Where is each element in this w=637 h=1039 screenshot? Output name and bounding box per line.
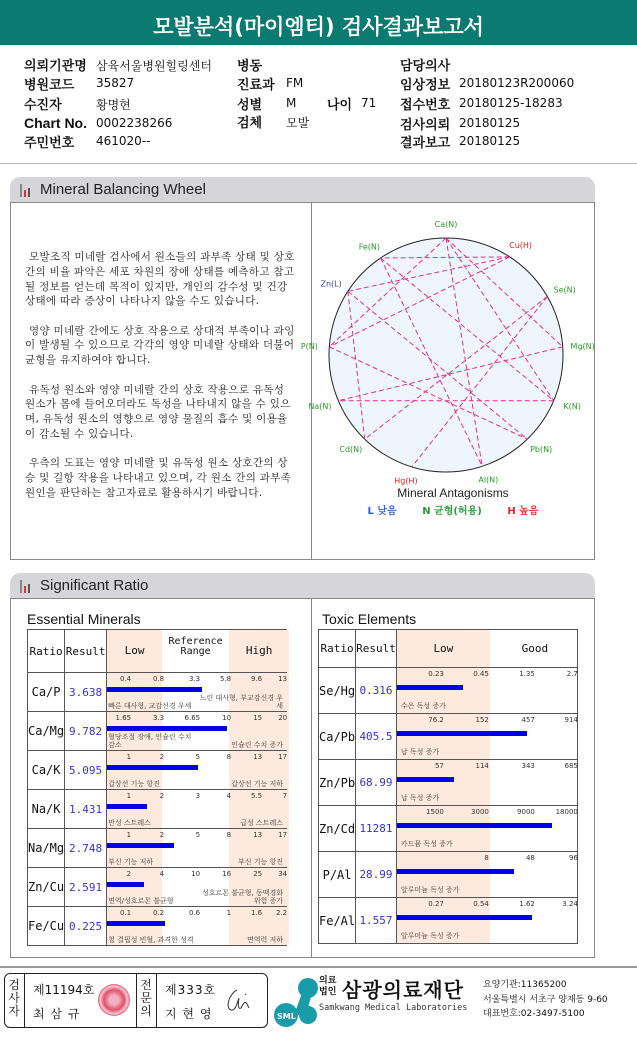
tick-label: 3.24 [562, 900, 578, 908]
range-area [107, 751, 286, 789]
dept-label: 진료과 [237, 78, 275, 93]
request-label: 검사의뢰 [400, 118, 451, 133]
table-header [319, 630, 578, 668]
ward-label: 병동 [237, 59, 263, 74]
range-area [397, 668, 577, 713]
tick-label: 10 [191, 870, 201, 878]
tick-label: 1.35 [519, 670, 535, 678]
ratio-range-chart [107, 712, 287, 751]
col-good: Good [521, 642, 549, 655]
wheel-title: Mineral Antagonisms [397, 486, 509, 500]
section-title: Significant Ratio [40, 577, 149, 594]
tick-label: 0.4 [119, 675, 132, 683]
tick-label: 1 [226, 909, 232, 917]
tick-label: 0.23 [428, 670, 444, 678]
result-bar [397, 823, 553, 828]
wheel-element-label: K(N) [563, 402, 581, 412]
tick-label: 2 [159, 831, 165, 839]
ratio-result: 2.591 [65, 868, 107, 907]
tick-label: 10 [222, 714, 232, 722]
specialist-name: 지 현 영 [165, 1007, 213, 1021]
paragraph: 유독성 원소와 영양 미네랄 간의 상호 작용으로 유독성 원소가 몸에 들어오더라도 독성을 나타내지 않을 수 있으며, 유독성 원소의 영향으로 영양 물질의 흡수 및 이용율이 감소될 수 있습니다. [25, 383, 291, 440]
col-result: Result [356, 630, 397, 668]
range-area [397, 852, 577, 897]
tick-label: 4 [159, 870, 165, 878]
receipt-label: 접수번호 [400, 98, 451, 113]
ratio-result: 0.316 [356, 668, 397, 714]
rrn-label: 주민번호 [24, 136, 75, 151]
tick-label: 13 [278, 675, 288, 683]
col-result: Result [65, 630, 107, 673]
low-note: 갑상선 기능 항진 [108, 780, 160, 788]
tick-label: 114 [475, 762, 489, 770]
institution-value: 삼육서울병원힐링센터 [96, 59, 212, 73]
tick-label: 96 [568, 854, 578, 862]
wheel-legend [312, 502, 594, 517]
ratio-range-chart [396, 668, 577, 714]
tick-label: 13 [253, 753, 263, 761]
specimen-value: 모발 [286, 116, 310, 130]
tick-label: 9000 [517, 808, 535, 816]
result-bar [397, 777, 454, 782]
report-date-label: 결과보고 [400, 136, 451, 151]
wheel-element-label: Zn(L) [320, 279, 342, 289]
low-note: 혈당조절 장애, 인슐린 수치 감소 [108, 733, 192, 749]
age-value: 71 [361, 96, 377, 110]
tick-label: 1 [126, 831, 132, 839]
col-low: Low [433, 642, 454, 655]
divider [0, 966, 637, 968]
tick-label: 17 [278, 753, 288, 761]
tick-label: 7 [282, 792, 288, 800]
ratio-result: 28.99 [356, 852, 397, 898]
ratio-range-chart [107, 868, 287, 907]
ratio-result: 1.557 [356, 898, 397, 944]
table-row [28, 829, 287, 868]
ratio-name: Ca/K [28, 751, 65, 790]
wheel-element-label: Pb(N) [530, 445, 553, 455]
result-bar [107, 843, 174, 848]
range-area [107, 712, 286, 750]
table-row [28, 751, 287, 790]
tick-label: 0.2 [152, 909, 165, 917]
high-note: 느린 대사형, 부교감신경 우세 [199, 694, 283, 710]
tick-label: 5 [195, 831, 201, 839]
result-bar [107, 726, 227, 731]
tick-label: 3000 [471, 808, 489, 816]
ratio-name: Zn/Cu [28, 868, 65, 907]
note: 납 독성 증가 [400, 794, 440, 802]
tick-label: 48 [525, 854, 535, 862]
ratio-name: Na/K [28, 790, 65, 829]
examiner-number: 제11194호 [33, 983, 95, 997]
low-note: 만성 스트레스 [108, 819, 151, 827]
range-area [397, 898, 577, 943]
tick-label: 3.3 [188, 675, 201, 683]
tick-label: 1.65 [115, 714, 132, 722]
ratio-result: 11281 [356, 806, 397, 852]
table-row [319, 714, 578, 760]
dept-value: FM [286, 76, 304, 90]
signature [223, 986, 253, 1014]
request-value: 20180125 [459, 116, 521, 130]
tick-label: 6.65 [184, 714, 201, 722]
section-header-wheel [10, 177, 595, 203]
org-english: Samkwang Medical Laboratories [319, 1003, 468, 1013]
tick-label: 0.8 [152, 675, 165, 683]
tick-label: 457 [521, 716, 535, 724]
tick-label: 0.1 [119, 909, 132, 917]
ratio-range-chart [396, 760, 577, 806]
examiner-name: 최 삼 규 [33, 1007, 81, 1021]
high-note: 부신 기능 항진 [237, 858, 283, 866]
table-row [28, 868, 287, 907]
ratio-range-chart [107, 751, 287, 790]
col-low: Low [124, 644, 145, 657]
doctor-label: 담당의사 [400, 59, 451, 74]
wheel-element-label: Hg(H) [394, 476, 418, 486]
table-row [319, 806, 578, 852]
ratio-range-chart [396, 852, 577, 898]
wheel-element-label: Fe(N) [358, 242, 381, 252]
tick-label: 5.8 [219, 675, 232, 683]
result-bar [107, 687, 202, 692]
essential-title: Essential Minerals [27, 611, 141, 627]
ratio-result: 68.99 [356, 760, 397, 806]
hospital-code-value: 35827 [96, 76, 135, 90]
tick-label: 343 [521, 762, 535, 770]
hospital-code-label: 병원코드 [24, 78, 75, 93]
table-row [319, 898, 578, 944]
tick-label: 18000 [555, 808, 578, 816]
ratio-name: Fe/Al [319, 898, 356, 944]
report-date-value: 20180125 [459, 134, 521, 148]
age-label: 나이 [327, 98, 353, 113]
low-note: 부신 기능 저하 [108, 858, 154, 866]
result-bar [107, 765, 198, 770]
wheel-element-label: Na(N) [308, 402, 332, 412]
note: 수은 독성 증가 [400, 702, 446, 710]
range-area [107, 868, 286, 906]
result-bar [107, 882, 143, 887]
tick-label: 152 [475, 716, 489, 724]
tick-label: 685 [564, 762, 578, 770]
table-row [319, 668, 578, 714]
range-area [107, 907, 286, 945]
ratio-range-chart [396, 898, 577, 944]
legend-normal: N 균형(허용) [422, 506, 482, 517]
wheel-element-label: Al(N) [478, 475, 499, 485]
tick-label: 2 [126, 870, 132, 878]
col-range [396, 630, 577, 668]
tick-label: 8 [226, 831, 232, 839]
wheel-element-label: Se(N) [553, 285, 576, 295]
result-bar [397, 685, 463, 690]
signature-box [4, 973, 268, 1028]
ratio-range-chart [107, 907, 287, 946]
tick-label: 5 [195, 753, 201, 761]
high-note: 갑상선 기능 저하 [231, 780, 283, 788]
tick-label: 1 [126, 792, 132, 800]
col-high: High [245, 644, 273, 657]
divider [311, 599, 312, 957]
logo-abbr: SML [277, 1012, 296, 1021]
specimen-label: 검체 [237, 116, 263, 131]
tick-label: 1500 [426, 808, 444, 816]
low-note: 빠른 대사형, 교감신경 우세 [108, 702, 192, 710]
result-bar [397, 731, 527, 736]
tick-label: 76.2 [428, 716, 444, 724]
tick-label: 2 [159, 753, 165, 761]
range-area [397, 760, 577, 805]
ratio-range-chart [107, 790, 287, 829]
tick-label: 2.2 [275, 909, 288, 917]
ratio-result: 1.431 [65, 790, 107, 829]
tick-label: 9.6 [250, 675, 263, 683]
range-area [107, 829, 286, 867]
ratio-range-chart [107, 673, 287, 712]
wheel-element-label: Cu(H) [509, 241, 533, 251]
tick-label: 0.27 [428, 900, 444, 908]
official-seal [98, 984, 130, 1016]
rrn-value: 461020-- [96, 134, 151, 148]
tick-label: 34 [278, 870, 288, 878]
tick-label: 1.6 [250, 909, 263, 917]
wheel-element-label: Cd(N) [339, 445, 363, 455]
wheel-element-label: Mg(N) [570, 341, 595, 351]
result-bar [107, 921, 165, 926]
clinical-value: 20180123R200060 [459, 76, 575, 90]
bar-chart-icon [20, 580, 32, 593]
org-name: 삼광의료재단 [342, 978, 464, 1002]
tick-label: 2 [159, 792, 165, 800]
essential-table [27, 629, 287, 946]
tick-label: 17 [278, 831, 288, 839]
ratio-name: Ca/Mg [28, 712, 65, 751]
ratio-result: 405.5 [356, 714, 397, 760]
range-area [107, 790, 286, 828]
table-row [28, 712, 287, 751]
ratio-result: 9.782 [65, 712, 107, 751]
tick-label: 914 [564, 716, 578, 724]
ratio-result: 3.638 [65, 673, 107, 712]
wheel-element-label: P(N) [300, 341, 318, 351]
patient-label: 수진자 [24, 98, 62, 113]
specialist-number: 제333호 [165, 983, 217, 997]
paragraph: 우측의 도표는 영양 미네랄 및 유독성 원소 상호간의 상승 및 길항 작용을 나타내고 있으며, 각 원소 간의 과부족 원인을 판단하는 참고자료로 활용하시기 바랍니다. [25, 457, 292, 499]
ratio-name: Zn/Cd [319, 806, 356, 852]
tick-label: 8 [484, 854, 489, 862]
clinical-label: 임상정보 [400, 78, 451, 93]
table-row [319, 760, 578, 806]
ratio-result: 0.225 [65, 907, 107, 946]
ratio-name: Ca/P [28, 673, 65, 712]
mineral-wheel [300, 215, 595, 515]
phone: 대표번호:02-3497-5100 [483, 1009, 585, 1019]
tick-label: 25 [253, 870, 263, 878]
divider [0, 163, 637, 164]
examiner-label: 검사자 [8, 978, 20, 1018]
ratio-name: Se/Hg [319, 668, 356, 714]
section-title: Mineral Balancing Wheel [40, 181, 206, 198]
range-area [397, 806, 577, 851]
tick-label: 3 [195, 792, 201, 800]
patient-value: 황명현 [96, 98, 131, 112]
tick-label: 57 [434, 762, 444, 770]
ratio-name: Na/Mg [28, 829, 65, 868]
tick-label: 0.54 [473, 900, 489, 908]
paragraph: 영양 미네랄 간에도 상호 작용으로 상대적 부족이나 과잉이 발생될 수 있으므로 각각의 영양 미네랄 상태와 더불어 균형을 유지하여야 합니다. [25, 324, 295, 367]
ratio-name: Fe/Cu [28, 907, 65, 946]
table-row [28, 790, 287, 829]
legend-low: L 낮음 [367, 506, 397, 517]
tick-label: 5.5 [250, 792, 263, 800]
note: 알루미늄 독성 증가 [400, 886, 460, 894]
table-header [28, 630, 287, 673]
section-header-ratio [10, 573, 595, 599]
tick-label: 16 [222, 870, 232, 878]
table-row [319, 852, 578, 898]
note: 납 독성 증가 [400, 748, 440, 756]
col-ratio: Ratio [28, 630, 65, 673]
result-bar [107, 804, 147, 809]
ratio-name: Zn/Pb [319, 760, 356, 806]
range-area [107, 673, 286, 711]
table-row [28, 673, 287, 712]
tick-label: 20 [278, 714, 288, 722]
toxic-title: Toxic Elements [322, 611, 417, 627]
tick-label: 8 [226, 753, 232, 761]
tick-label: 15 [253, 714, 263, 722]
range-area [397, 714, 577, 759]
high-note: 면역력 저하 [246, 936, 283, 944]
paragraph: 모발조직 미네랄 검사에서 원소들의 과부족 상태 및 상호간의 비율 파악은 세포 차원의 장애 상태를 예측하고 참고될 정보를 얻는데 목적이 있지만, 개인의 감수성 및 건강 상태에 따라 증상이 나타나지 않을 수도 있습니다. [25, 251, 295, 308]
tick-label: 0.6 [188, 909, 201, 917]
institution-label: 의뢰기관명 [24, 59, 87, 74]
wheel-element-label: Ca(N) [434, 220, 458, 229]
org-prefix: 의료법인 [319, 976, 337, 997]
description-text [25, 250, 297, 515]
chart-no-value: 0002238266 [96, 116, 173, 130]
low-note: 면역/성호르몬 불균형 [108, 897, 174, 905]
high-note: 급성 스트레스 [240, 819, 283, 827]
ratio-range-chart [396, 806, 577, 852]
sex-value: M [286, 96, 297, 110]
tick-label: 13 [253, 831, 263, 839]
ratio-name: Ca/Pb [319, 714, 356, 760]
ratio-range-chart [396, 714, 577, 760]
tick-label: 4 [226, 792, 232, 800]
high-note: 성호르몬 불균형, 동맥경화 위험 증가 [201, 889, 283, 905]
ratio-name: P/Al [319, 852, 356, 898]
note: 카드뮴 독성 증가 [400, 840, 453, 848]
col-ratio: Ratio [319, 630, 356, 668]
tick-label: 0.45 [473, 670, 489, 678]
facility-code: 요양기관:11365200 [483, 980, 567, 990]
ratio-result: 5.095 [65, 751, 107, 790]
tick-label: 3.3 [152, 714, 165, 722]
chart-no-label: Chart No. [24, 115, 87, 131]
note: 알루미늄 독성 증가 [400, 932, 460, 940]
high-note: 인슐린 수치 증가 [231, 741, 283, 749]
legend-high: H 높음 [507, 506, 539, 517]
col-range [107, 630, 287, 673]
specialist-label: 전문의 [140, 978, 152, 1018]
report-title: 모발분석(마이엠티) 검사결과보고서 [0, 0, 637, 47]
col-reference: Reference Range [168, 636, 223, 657]
ratio-range-chart [107, 829, 287, 868]
table-row [28, 907, 287, 946]
toxic-table [318, 629, 578, 944]
ratio-result: 2.748 [65, 829, 107, 868]
result-bar [397, 915, 532, 920]
bar-chart-icon [20, 184, 32, 197]
tick-label: 1 [126, 753, 132, 761]
tick-label: 1.62 [519, 900, 535, 908]
receipt-value: 20180125-18283 [459, 96, 563, 110]
sex-label: 성별 [237, 98, 263, 113]
tick-label: 2.7 [566, 670, 578, 678]
address: 서울특별시 서초구 양재동 9-60 [483, 995, 608, 1005]
result-bar [397, 869, 514, 874]
low-note: 철 결핍성 빈혈, 과격한 성격 [108, 936, 194, 944]
